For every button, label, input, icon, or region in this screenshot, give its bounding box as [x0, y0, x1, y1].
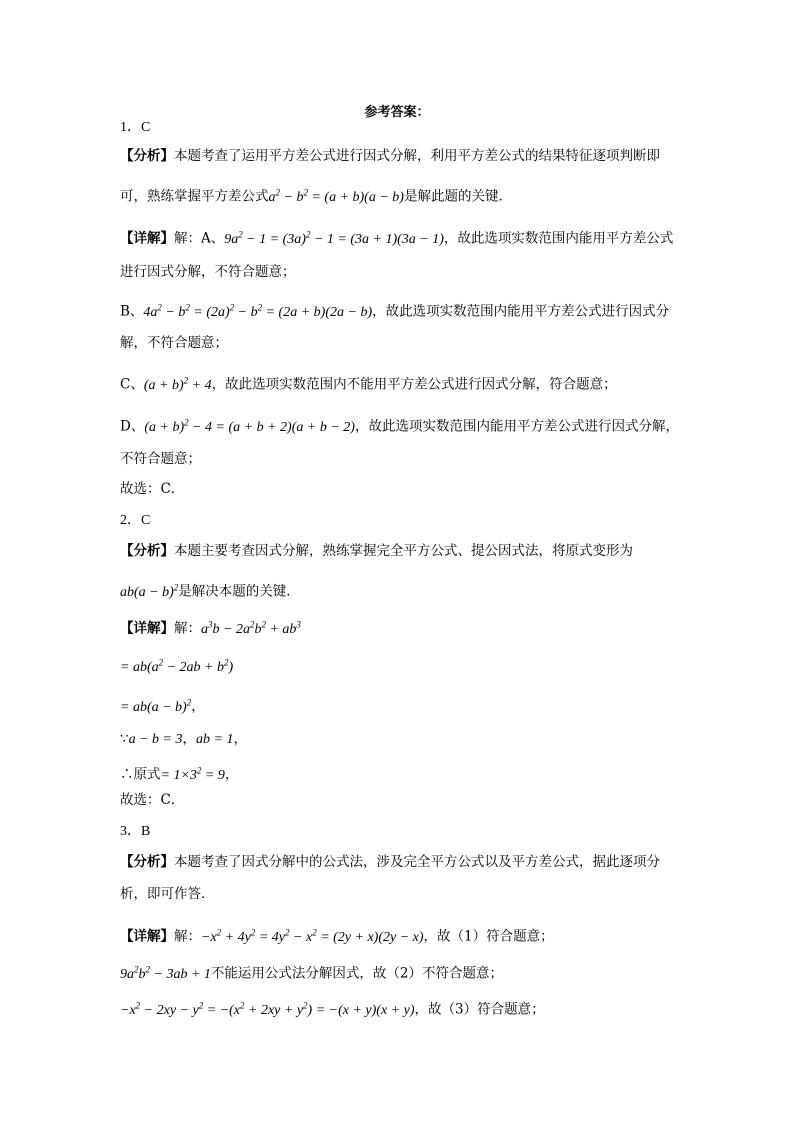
- text-line: [120, 147, 660, 165]
- math-expression: = $1\times 3^2 = 9$: [160, 765, 225, 783]
- text-line: [120, 511, 150, 530]
- text-run: 解：: [174, 928, 201, 945]
- section-tag: 【分析】: [120, 854, 174, 870]
- math-expression: $ab(a - b)^2$: [120, 582, 179, 600]
- question-number: 1．C: [120, 120, 151, 135]
- math-expression: = $ab(a - b)^2$: [120, 697, 192, 715]
- section-tag: 【详解】: [120, 230, 174, 247]
- text-run: D、: [120, 418, 145, 435]
- math-expression: $4a^2 - b^2 = (2a)^2 - b^2 = (2a + b)(2a - b)$: [143, 302, 373, 320]
- text-run: 故选：C．: [120, 481, 185, 497]
- text-line: [120, 885, 215, 903]
- text-line: [120, 450, 201, 468]
- section-tag: 【详解】: [120, 928, 174, 945]
- text-run: 本题主要考查因式分解，熟练掌握完全平方公式、提公因式法，将原式变形为: [174, 543, 633, 559]
- section-tag: 【详解】: [120, 620, 174, 637]
- text-line: [120, 923, 554, 947]
- math-expression: a − b = 3: [128, 732, 183, 747]
- text-run: B、: [120, 303, 144, 320]
- text-line: [120, 853, 660, 871]
- text-run: 解：: [174, 620, 201, 637]
- text-run: 析，即可作答．: [120, 886, 215, 902]
- section-tag: 【分析】: [120, 543, 174, 559]
- text-run: 故选：C．: [120, 792, 185, 808]
- math-expression: ab = 1: [196, 732, 234, 747]
- text-line: [120, 615, 301, 639]
- math-expression: $(a + b)^2 - 4 = (a + b + 2)(a + b - 2)$: [144, 417, 355, 435]
- math-expression: $-x^2 + 4y^2 = 4y^2 - x^2 = (2y + x)(2y - x)$: [201, 927, 424, 945]
- text-line: [120, 693, 205, 717]
- text-run: 解：A、: [174, 230, 225, 247]
- text-run: ，故此选项实数范围内能用平方差公式进行因式分: [372, 303, 670, 320]
- text-line: [120, 578, 300, 602]
- math-expression: = $ab(a^2 - 2ab + b^2)$: [120, 657, 234, 675]
- text-run: 可，熟练掌握平方差公式: [120, 188, 269, 205]
- text-line: [120, 653, 233, 677]
- text-run: 是解此题的关键．: [403, 188, 512, 205]
- text-line: [120, 960, 503, 984]
- math-expression: $-x^2 - 2xy - y^2 = -(x^2 + 2xy + y^2) = -(x + y)(x + y)$: [120, 1000, 415, 1018]
- text-run: ，故此选项实数范围内能用平方差公式: [443, 230, 674, 247]
- text-run: ，: [182, 731, 196, 747]
- text-line: [120, 183, 512, 207]
- text-run: 进行因式分解，不符合题意；: [120, 264, 296, 280]
- text-line: [120, 791, 184, 809]
- text-run: 解，不符合题意；: [120, 335, 228, 351]
- math-expression: $9a^2b^2 - 3ab + 1$: [120, 964, 211, 982]
- text-run: 不符合题意；: [120, 451, 201, 467]
- text-run: ，: [224, 766, 239, 783]
- text-line: [120, 263, 296, 281]
- math-expression: $a^3b - 2a^2b^2 + ab^3$: [201, 619, 301, 637]
- text-line: [120, 334, 228, 352]
- math-expression: $a^2 - b^2 = (a + b)(a - b)$: [268, 187, 404, 205]
- text-line: [120, 480, 184, 498]
- section-tag: 【分析】: [120, 148, 174, 164]
- text-line: [120, 996, 545, 1020]
- text-run: ，故此选项实数范围内能用平方差公式进行因式分解，: [354, 418, 679, 435]
- text-run: 是解决本题的关键．: [178, 583, 300, 600]
- text-run: 本题考查了运用平方差公式进行因式分解，利用平方差公式的结果特征逐项判断即: [174, 148, 660, 164]
- text-run: ，故此选项实数范围内不能用平方差公式进行因式分解，符合题意；: [211, 376, 617, 393]
- text-line: [120, 730, 247, 749]
- text-run: ，故（1）符合题意；: [423, 928, 554, 945]
- text-run: ∵: [120, 731, 129, 747]
- text-run: ，: [191, 698, 205, 715]
- text-run: ，故（3）符合题意；: [414, 1001, 545, 1018]
- page-title: 参考答案：: [364, 105, 430, 120]
- text-run: 本题考查了因式分解中的公式法，涉及完全平方公式以及平方差公式，据此逐项分: [174, 854, 660, 870]
- text-line: [120, 542, 633, 560]
- text-run: C、: [120, 376, 144, 393]
- math-expression: $9a^2 - 1 = (3a)^2 - 1 = (3a + 1)(3a - 1)$: [224, 229, 444, 247]
- text-run: 不能运用公式法分解因式，故（2）不符合题意；: [210, 965, 503, 982]
- text-line: [120, 298, 669, 322]
- text-line: [120, 761, 238, 785]
- question-number: 3．B: [120, 824, 151, 839]
- text-run: ，: [233, 731, 247, 747]
- text-line: [120, 118, 150, 137]
- text-run: ∴原式: [120, 766, 161, 783]
- text-line: [120, 371, 617, 395]
- text-line: [120, 822, 150, 841]
- text-line: [120, 225, 673, 249]
- math-expression: $(a + b)^2 + 4$: [143, 375, 212, 393]
- text-line: [120, 413, 679, 437]
- question-number: 2．C: [120, 513, 151, 528]
